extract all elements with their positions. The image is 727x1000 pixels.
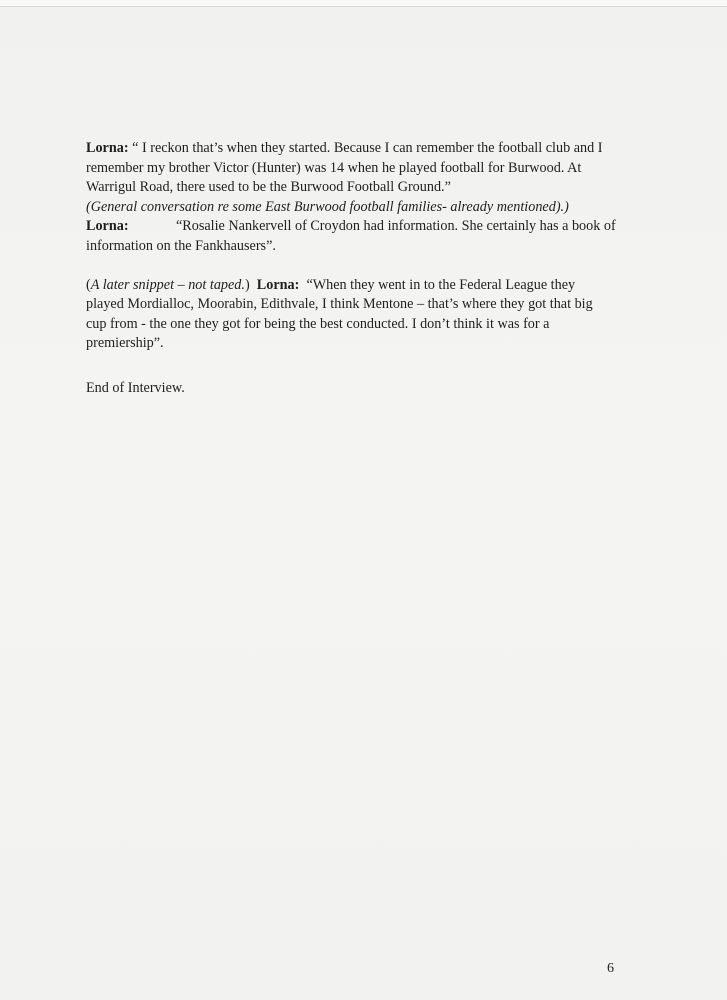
speaker-quote: “When they went in to the Federal League they played Mordialloc, Moorabin, Edithvale, I think Mentone – that’s where they got that big cup from - the one they got for being the best conducted. I don’t think it was for a premiership”. <box>86 276 593 352</box>
paper-top-edge <box>0 0 727 7</box>
speaker-label: Lorna: <box>86 218 129 235</box>
transcript-paragraph <box>86 276 616 354</box>
interview-transcript <box>86 139 616 399</box>
end-of-interview: End of Interview. <box>86 379 185 396</box>
later-snippet-note: A later snippet – not taped. <box>90 276 245 293</box>
note-open-paren: ( <box>86 276 91 293</box>
transcript-paragraph <box>86 217 616 256</box>
paragraph-spacer <box>86 257 616 276</box>
transcript-paragraph <box>86 139 616 198</box>
speaker-label: Lorna: <box>256 276 300 293</box>
speaker-quote: “Rosalie Nankervell of Croydon had information. She certainly has a book of information on the Fankhausers”. <box>86 218 616 254</box>
speaker-label: Lorna: <box>86 140 129 156</box>
page-number: 6 <box>607 961 614 976</box>
paragraph-spacer <box>86 354 616 379</box>
speaker-quote: “ I reckon that’s when they started. Because I can remember the football club and I remember my brother Victor (Hunter) was 14 when he played football for Burwood. At Warrigul Road, there used to be the Burwood Football Ground.” <box>86 140 603 196</box>
conversation-note: (General conversation re some East Burwood football families- already mentioned).) <box>86 198 569 215</box>
note-close-paren: ) <box>244 276 250 293</box>
